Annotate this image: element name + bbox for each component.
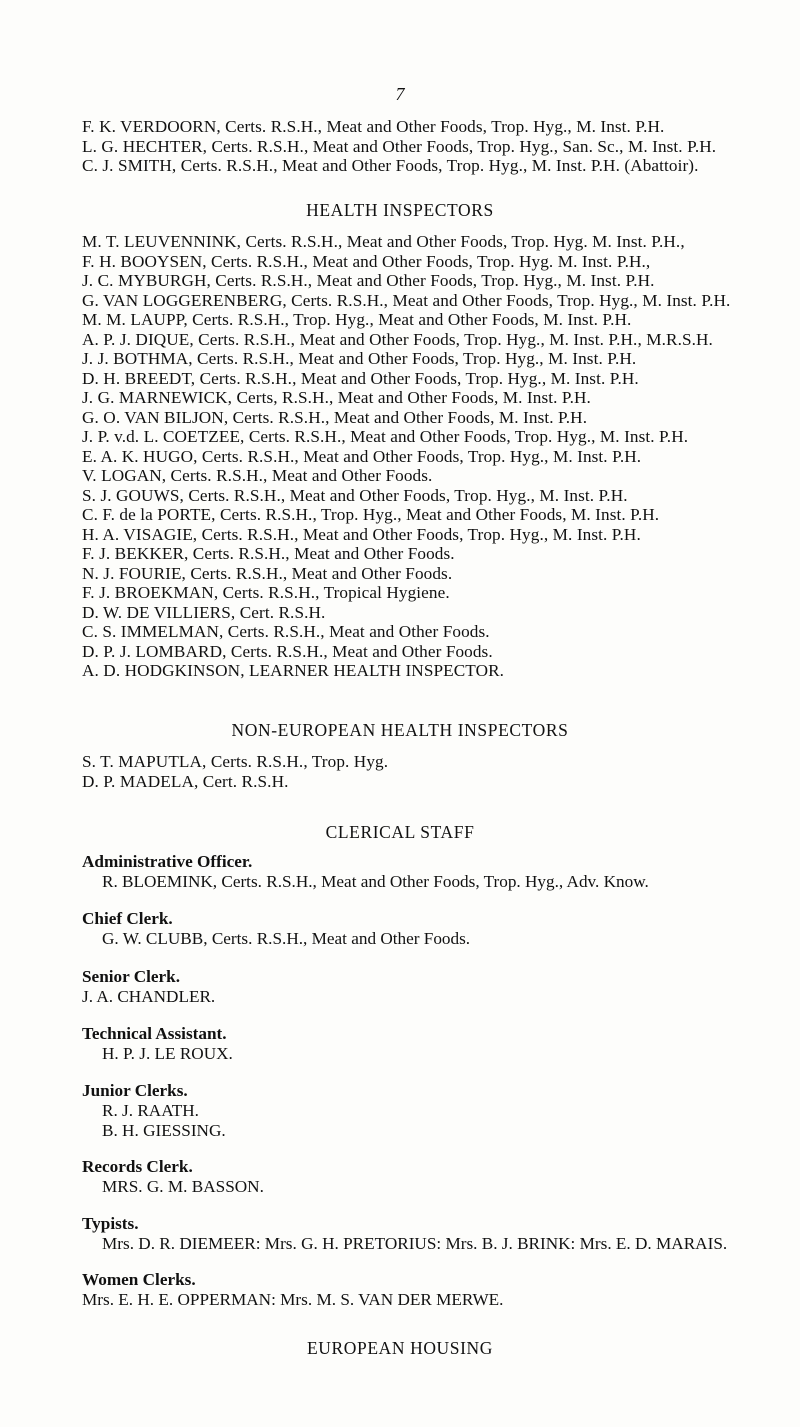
clerical-entry (82, 1024, 782, 1064)
clerical-entry (82, 852, 782, 892)
role-label: Junior Clerks. (82, 1081, 188, 1100)
section-heading-clerical: CLERICAL STAFF (325, 822, 475, 842)
inspector-line: D. H. BREEDT, Certs. R.S.H., Meat and Other Foods, Trop. Hyg., M. Inst. P.H. (82, 368, 639, 388)
role-label: Records Clerk. (82, 1157, 193, 1176)
clerical-entry (82, 1214, 782, 1254)
clerical-entry (82, 967, 782, 1007)
inspector-line: J. C. MYBURGH, Certs. R.S.H., Meat and Other Foods, Trop. Hyg., M. Inst. P.H. (82, 271, 655, 290)
role-holder: R. BLOEMINK, Certs. R.S.H., Meat and Other Foods, Trop. Hyg., Adv. Know. (102, 872, 649, 891)
role-label: Chief Clerk. (82, 909, 173, 928)
role-label: Typists. (82, 1214, 139, 1233)
inspector-line: J. P. v.d. L. COETZEE, Certs. R.S.H., Meat and Other Foods, Trop. Hyg., M. Inst. P.H. (82, 427, 689, 446)
inspector-line: D. W. DE VILLIERS, Cert. R.S.H. (82, 602, 326, 622)
top-staff-list (82, 117, 782, 176)
role-holder: Mrs. D. R. DIEMEER: Mrs. G. H. PRETORIUS: Mrs. B. J. BRINK: Mrs. E. D. MARAIS. (102, 1234, 728, 1253)
role-holder: J. A. CHANDLER. (82, 987, 216, 1006)
role-label: Technical Assistant. (82, 1024, 227, 1043)
inspector-line: E. A. K. HUGO, Certs. R.S.H., Meat and Other Foods, Trop. Hyg., M. Inst. P.H. (82, 446, 642, 466)
inspector-line: H. A. VISAGIE, Certs. R.S.H., Meat and Other Foods, Trop. Hyg., M. Inst. P.H. (82, 524, 641, 544)
inspector-line: G. VAN LOGGERENBERG, Certs. R.S.H., Meat and Other Foods, Trop. Hyg., M. Inst. P.H. (82, 290, 731, 310)
inspector-line: F. J. BEKKER, Certs. R.S.H., Meat and Other Foods. (82, 544, 455, 563)
inspector-line: S. T. MAPUTLA, Certs. R.S.H., Trop. Hyg. (82, 752, 389, 771)
staff-line: C. J. SMITH, Certs. R.S.H., Meat and Other Foods, Trop. Hyg., M. Inst. P.H. (Abattoir). (82, 156, 699, 175)
clerical-entry (82, 1081, 782, 1141)
inspector-line: M. M. LAUPP, Certs. R.S.H., Trop. Hyg., Meat and Other Foods, M. Inst. P.H. (82, 310, 632, 329)
role-label: Senior Clerk. (82, 967, 181, 986)
role-label: Administrative Officer. (82, 852, 253, 871)
inspector-line: J. G. MARNEWICK, Certs, R.S.H., Meat and Other Foods, M. Inst. P.H. (82, 388, 591, 407)
inspector-line: F. H. BOOYSEN, Certs. R.S.H., Meat and Other Foods, Trop. Hyg. M. Inst. P.H., (82, 251, 651, 271)
health-inspectors-list (82, 232, 782, 681)
inspector-line: A. D. HODGKINSON, LEARNER HEALTH INSPECTOR. (82, 661, 505, 680)
inspector-line: C. S. IMMELMAN, Certs. R.S.H., Meat and Other Foods. (82, 622, 490, 641)
role-holder: H. P. J. LE ROUX. (102, 1044, 233, 1063)
inspector-line: G. O. VAN BILJON, Certs. R.S.H., Meat and Other Foods, M. Inst. P.H. (82, 407, 588, 427)
inspector-line: F. J. BROEKMAN, Certs. R.S.H., Tropical Hygiene. (82, 583, 450, 602)
clerical-entry (82, 909, 782, 949)
section-heading-non-european: NON-EUROPEAN HEALTH INSPECTORS (231, 720, 569, 740)
inspector-line: M. T. LEUVENNINK, Certs. R.S.H., Meat and Other Foods, Trop. Hyg. M. Inst. P.H., (82, 232, 685, 251)
inspector-line: D. P. MADELA, Cert. R.S.H. (82, 771, 289, 791)
inspector-line: V. LOGAN, Certs. R.S.H., Meat and Other Foods. (82, 466, 433, 485)
section-heading-health-inspectors: HEALTH INSPECTORS (306, 200, 494, 220)
inspector-line: A. P. J. DIQUE, Certs. R.S.H., Meat and Other Foods, Trop. Hyg., M. Inst. P.H., M.R.S.H. (82, 329, 713, 349)
role-holder: Mrs. E. H. E. OPPERMAN: Mrs. M. S. VAN DER MERWE. (82, 1290, 504, 1309)
inspector-line: C. F. de la PORTE, Certs. R.S.H., Trop. Hyg., Meat and Other Foods, M. Inst. P.H. (82, 505, 660, 524)
clerical-entry (82, 1270, 782, 1310)
staff-line: F. K. VERDOORN, Certs. R.S.H., Meat and Other Foods, Trop. Hyg., M. Inst. P.H. (82, 117, 665, 136)
role-holder: B. H. GIESSING. (102, 1121, 226, 1140)
inspector-line: N. J. FOURIE, Certs. R.S.H., Meat and Other Foods. (82, 563, 453, 583)
inspector-line: S. J. GOUWS, Certs. R.S.H., Meat and Other Foods, Trop. Hyg., M. Inst. P.H. (82, 485, 628, 505)
staff-line: L. G. HECHTER, Certs. R.S.H., Meat and Other Foods, Trop. Hyg., San. Sc., M. Inst. P.H. (82, 136, 717, 156)
clerical-entry (82, 1157, 782, 1197)
inspector-line: D. P. J. LOMBARD, Certs. R.S.H., Meat and Other Foods. (82, 641, 493, 661)
role-label: Women Clerks. (82, 1270, 196, 1289)
inspector-line: J. J. BOTHMA, Certs. R.S.H., Meat and Other Foods, Trop. Hyg., M. Inst. P.H. (82, 349, 637, 368)
page-number: 7 (395, 84, 405, 104)
role-holder: G. W. CLUBB, Certs. R.S.H., Meat and Other Foods. (102, 929, 471, 948)
role-holder: R. J. RAATH. (102, 1101, 199, 1120)
non-european-list (82, 752, 782, 791)
section-heading-european-housing: EUROPEAN HOUSING (306, 1338, 494, 1358)
role-holder: MRS. G. M. BASSON. (102, 1177, 264, 1196)
